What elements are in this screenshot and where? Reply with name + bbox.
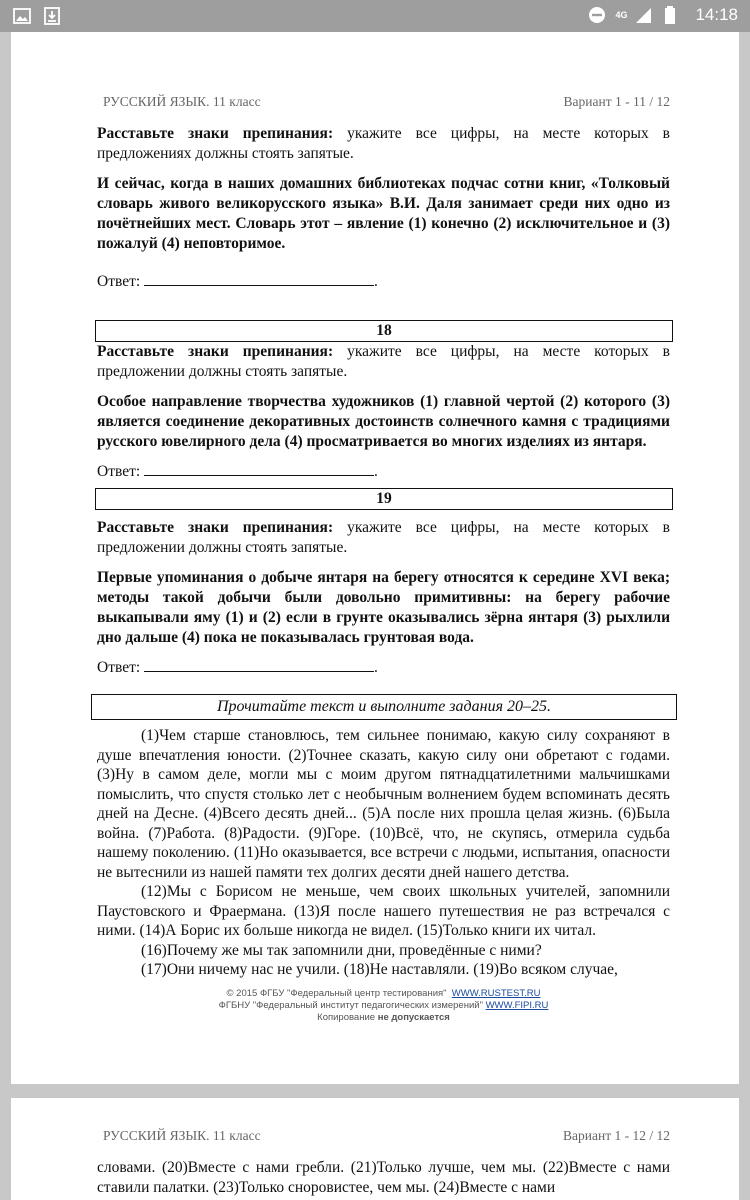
answer-line[interactable]	[144, 462, 374, 476]
task18-answer: Ответ: .	[97, 463, 378, 480]
battery-icon	[663, 5, 683, 25]
answer-line[interactable]	[144, 658, 374, 672]
download-icon	[42, 6, 62, 26]
subject-title: РУССКИЙ ЯЗЫК. 11 класс	[103, 94, 261, 109]
status-bar	[0, 0, 750, 32]
task18-text: Особое направление творчества художников (1) главной чертой (2) которого (3) является соединение декоративных достоинств солнечного камня с традициями русского ювелирного дела (4) просматривается во многих изделиях из янтаря.	[97, 393, 670, 450]
fipi-link[interactable]: WWW.FIPI.RU	[485, 999, 549, 1011]
answer-line[interactable]	[144, 272, 374, 286]
task17-text: И сейчас, когда в наших домашних библиотеках подчас сотни книг, «Толковый словарь живого великорусского языка» В.И. Даля занимает среди них одно из почётнейших мест. Словарь этот – явление (1) конечно (2) исключительное и (3) пожалуй (4) неповторимое.	[97, 175, 670, 252]
signal-icon	[635, 5, 655, 25]
task-number-box: 19	[95, 488, 673, 510]
variant-label: Вариант 1 - 12 / 12	[563, 1128, 670, 1143]
task-number-box: 18	[95, 320, 673, 342]
document-page	[11, 1098, 739, 1200]
document-page	[11, 32, 739, 1084]
task19-text: Первые упоминания о добыче янтаря на берегу относятся к середине XVI века; методы такой добычи были довольно примитивны: на берегу рабочие выкапывали яму (1) и (2) если в грунте оказывались зёрна янтаря (3) рыхлили дно дальше (4) пока не показывалась грунтовая вода.	[97, 569, 670, 646]
image-icon	[12, 6, 32, 26]
page-header	[103, 1128, 670, 1144]
subject-title: РУССКИЙ ЯЗЫК. 11 класс	[103, 1128, 261, 1143]
reading-heading: Прочитайте текст и выполните задания 20–25.	[91, 694, 677, 720]
rustest-link[interactable]: WWW.RUSTEST.RU	[451, 987, 541, 999]
page-header	[103, 94, 670, 110]
text-paragraph: (16)Почему же мы так запомнили дни, проведённые с ними?	[141, 941, 542, 959]
text-paragraph: (17)Они ничему нас не учили. (18)Не наставляли. (19)Во всяком случае,	[141, 961, 618, 978]
task17-answer: Ответ: .	[97, 273, 378, 290]
task19-answer: Ответ: .	[97, 659, 378, 676]
network-type: 4G	[615, 10, 628, 20]
page-footer: © 2015 ФГБУ "Федеральный центр тестирования" WWW.RUSTEST.RU ФГБНУ "Федеральный институт педагогических измерений" WWW.FIPI.RU Копирование не допускается	[218, 987, 549, 1023]
text-paragraph: (12)Мы с Борисом не меньше, чем своих школьных учителей, запомнили Паустовского и Фраермана. (13)Я после нашего путешествия не раз встречался с ними. (14)А Борис их больше никогда не видел. (15)Только книги их читал.	[97, 883, 670, 939]
do-not-disturb-icon	[587, 5, 607, 25]
text-paragraph: словами. (20)Вместе с нами гребли. (21)Только лучше, чем мы. (22)Вместе с нами ставили палатки. (23)Только сноровистее, чем мы. (24)Вместе с нами	[97, 1159, 670, 1196]
task18-instruction: Расставьте знаки препинания: укажите все цифры, на месте которых в предложении должны стоять запятые.	[97, 343, 670, 380]
task19-instruction: Расставьте знаки препинания: укажите все цифры, на месте которых в предложении должны стоять запятые.	[97, 519, 670, 556]
variant-label: Вариант 1 - 11 / 12	[563, 94, 670, 109]
task17-instruction: Расставьте знаки препинания: укажите все цифры, на месте которых в предложениях должны стоять запятые.	[97, 125, 670, 162]
clock: 14:18	[695, 5, 738, 24]
text-paragraph: (1)Чем старше становлюсь, тем сильнее понимаю, какую силу сохраняют в душе впечатления юности. (2)Точнее сказать, какую силу они обретают с годами. (3)Ну в самом деле, могли мы с моим другом пятнадцатилетними мальчишками помыслить, что спустя столько лет с необычным волнением будем вспоминать десять дней на Десне. (4)Всего десять дней... (5)А после них прошла целая жизнь. (6)Была война. (7)Работа. (8)Радости. (9)Горе. (10)Всё, что, не скупясь, отмерила судьба нашему поколению. (11)Но оказывается, все встречи с людьми, испытания, опасности не вытеснили из нашей памяти тех долгих десяти дней нашего детства.	[97, 727, 670, 881]
